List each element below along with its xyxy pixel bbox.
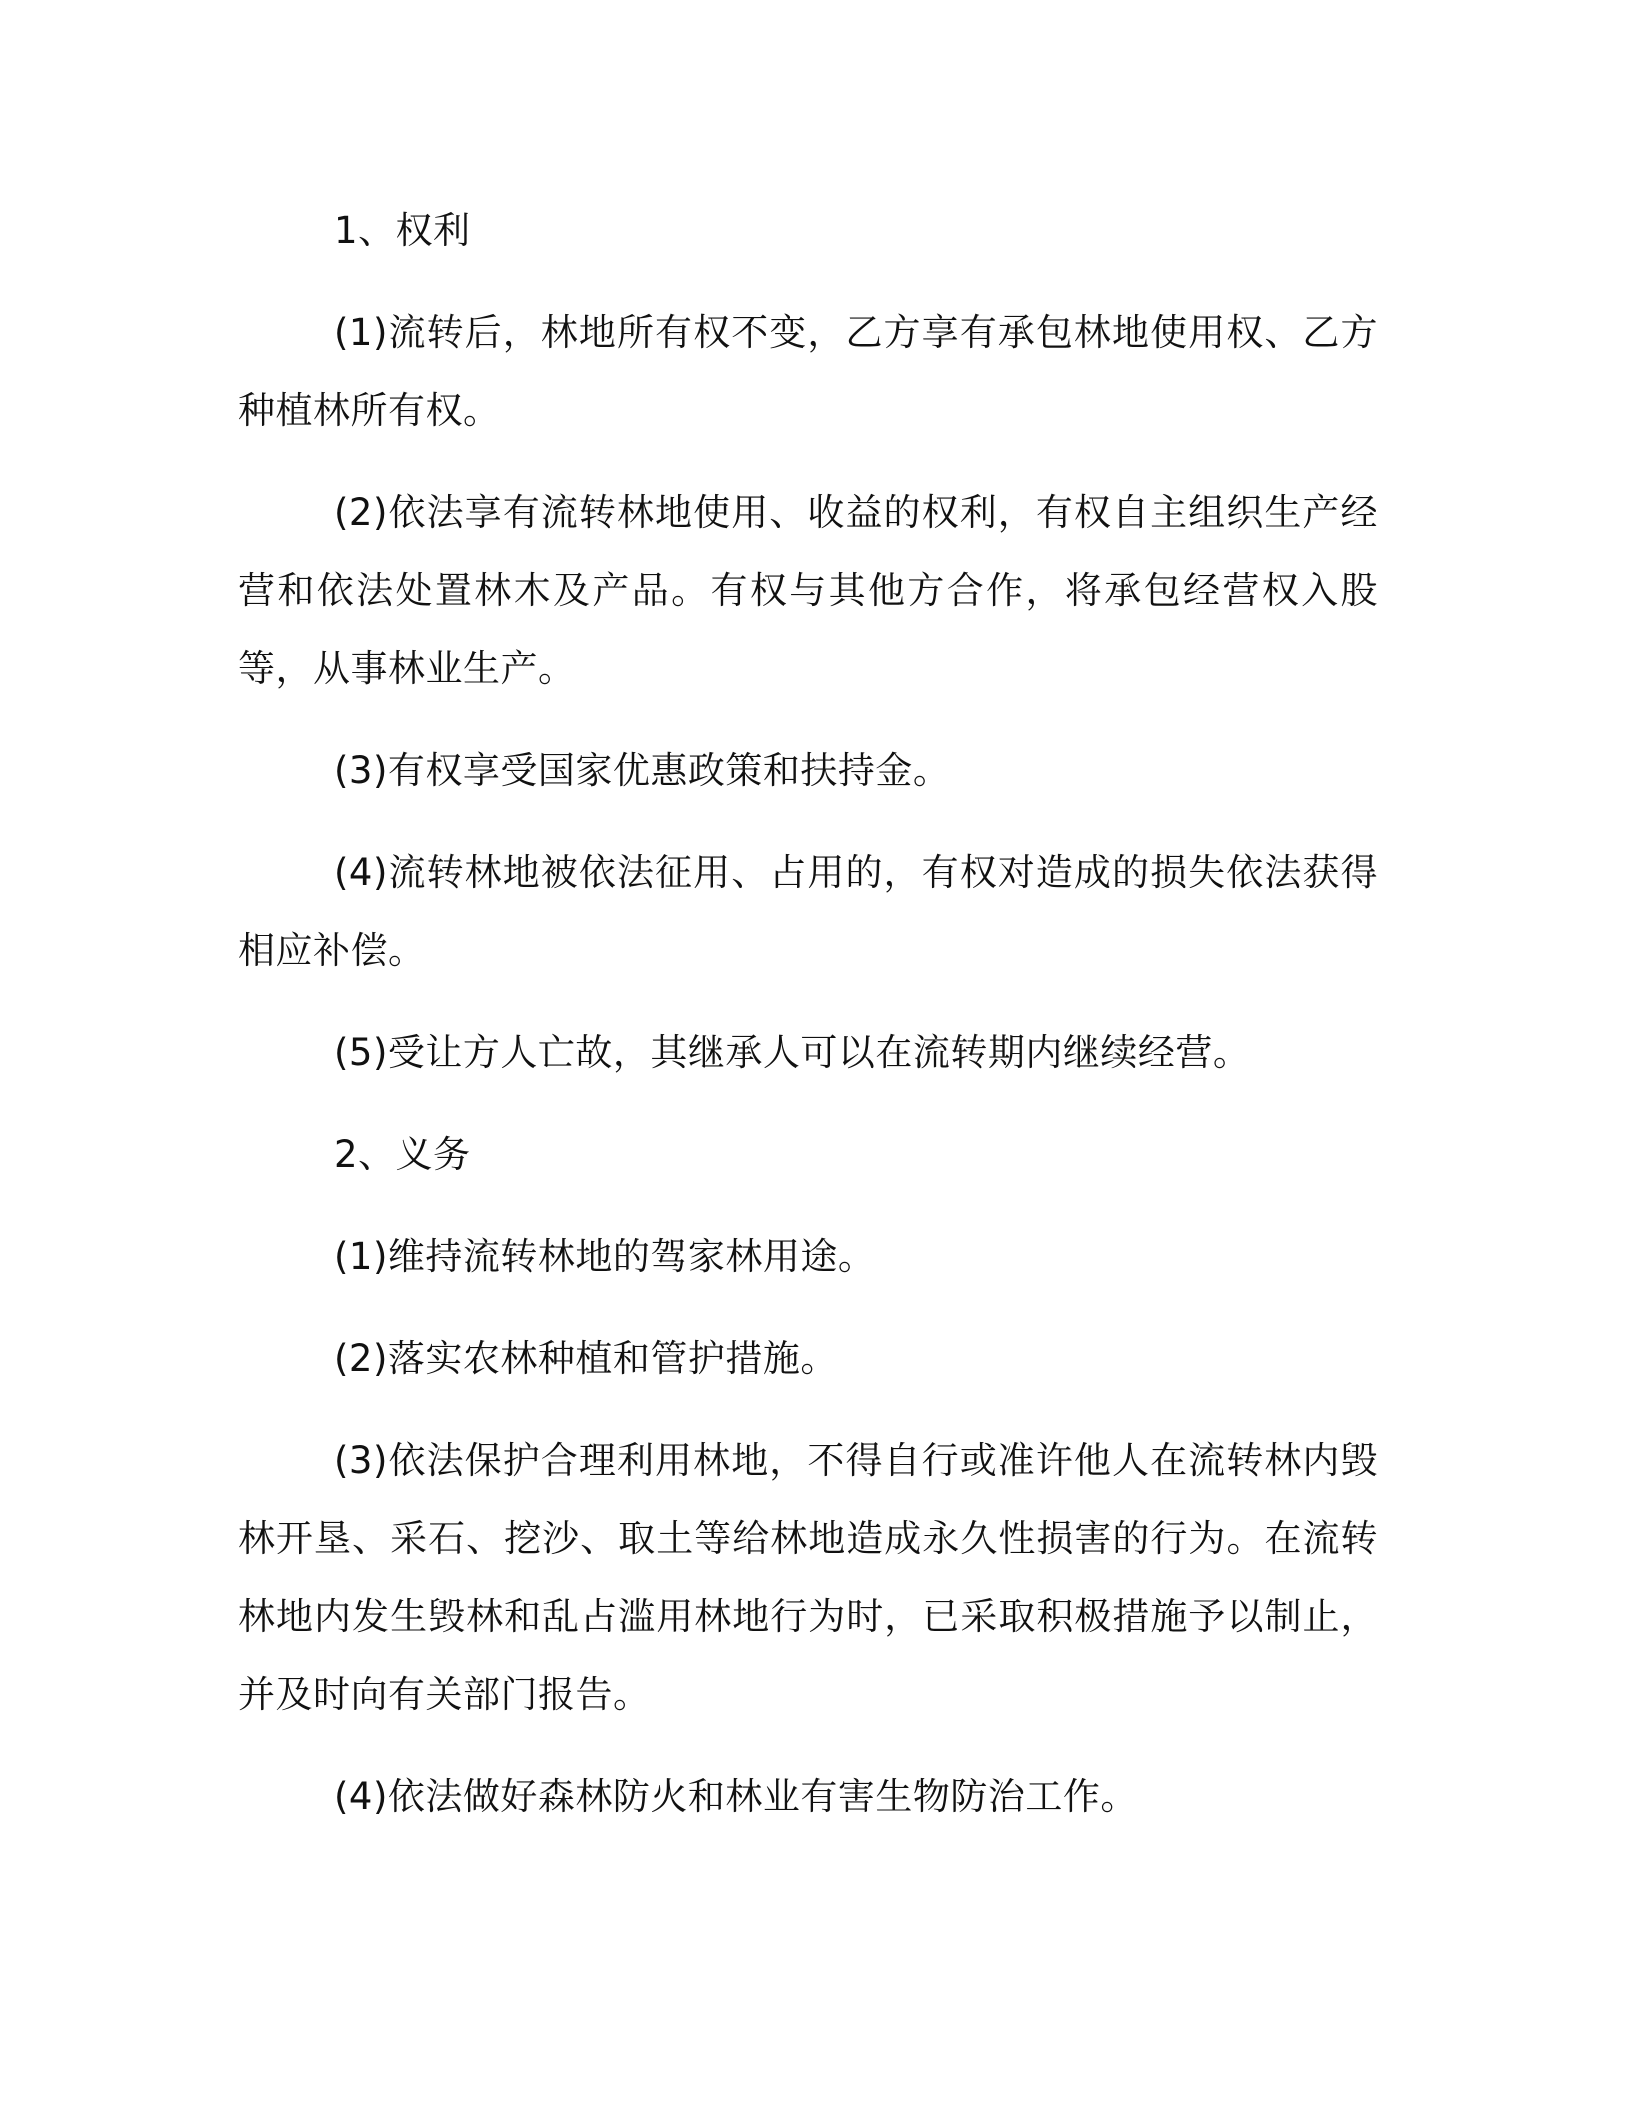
rights-item-1: (1)流转后，林地所有权不变，乙方享有承包林地使用权、乙方种植林所有权。: [238, 311, 1378, 432]
rights-item-3: (3)有权享受国家优惠政策和扶持金。: [334, 749, 951, 792]
rights-item-4: (4)流转林地被依法征用、占用的，有权对造成的损失依法获得相应补偿。: [238, 851, 1378, 972]
document-body: [238, 192, 1378, 1860]
obligations-item-4: (4)依法做好森林防火和林业有害生物防治工作。: [334, 1775, 1138, 1818]
rights-item-2: (2)依法享有流转林地使用、收益的权利，有权自主组织生产经营和依法处置林木及产品。有权与其他方合作，将承包经营权入股等，从事林业生产。: [238, 491, 1378, 690]
section-heading-rights: 1、权利: [334, 209, 471, 252]
obligations-item-2: (2)落实农林种植和管护措施。: [334, 1337, 838, 1380]
obligations-item-3: (3)依法保护合理利用林地，不得自行或准许他人在流转林内毁林开垦、采石、挖沙、取土等给林地造成永久性损害的行为。在流转林地内发生毁林和乱占滥用林地行为时，已采取积极措施予以制止，并及时向有关部门报告。: [238, 1439, 1378, 1716]
obligations-item-1: (1)维持流转林地的驾家林用途。: [334, 1235, 876, 1278]
section-heading-obligations: 2、义务: [334, 1133, 471, 1176]
rights-item-5: (5)受让方人亡故，其继承人可以在流转期内继续经营。: [334, 1031, 1251, 1074]
